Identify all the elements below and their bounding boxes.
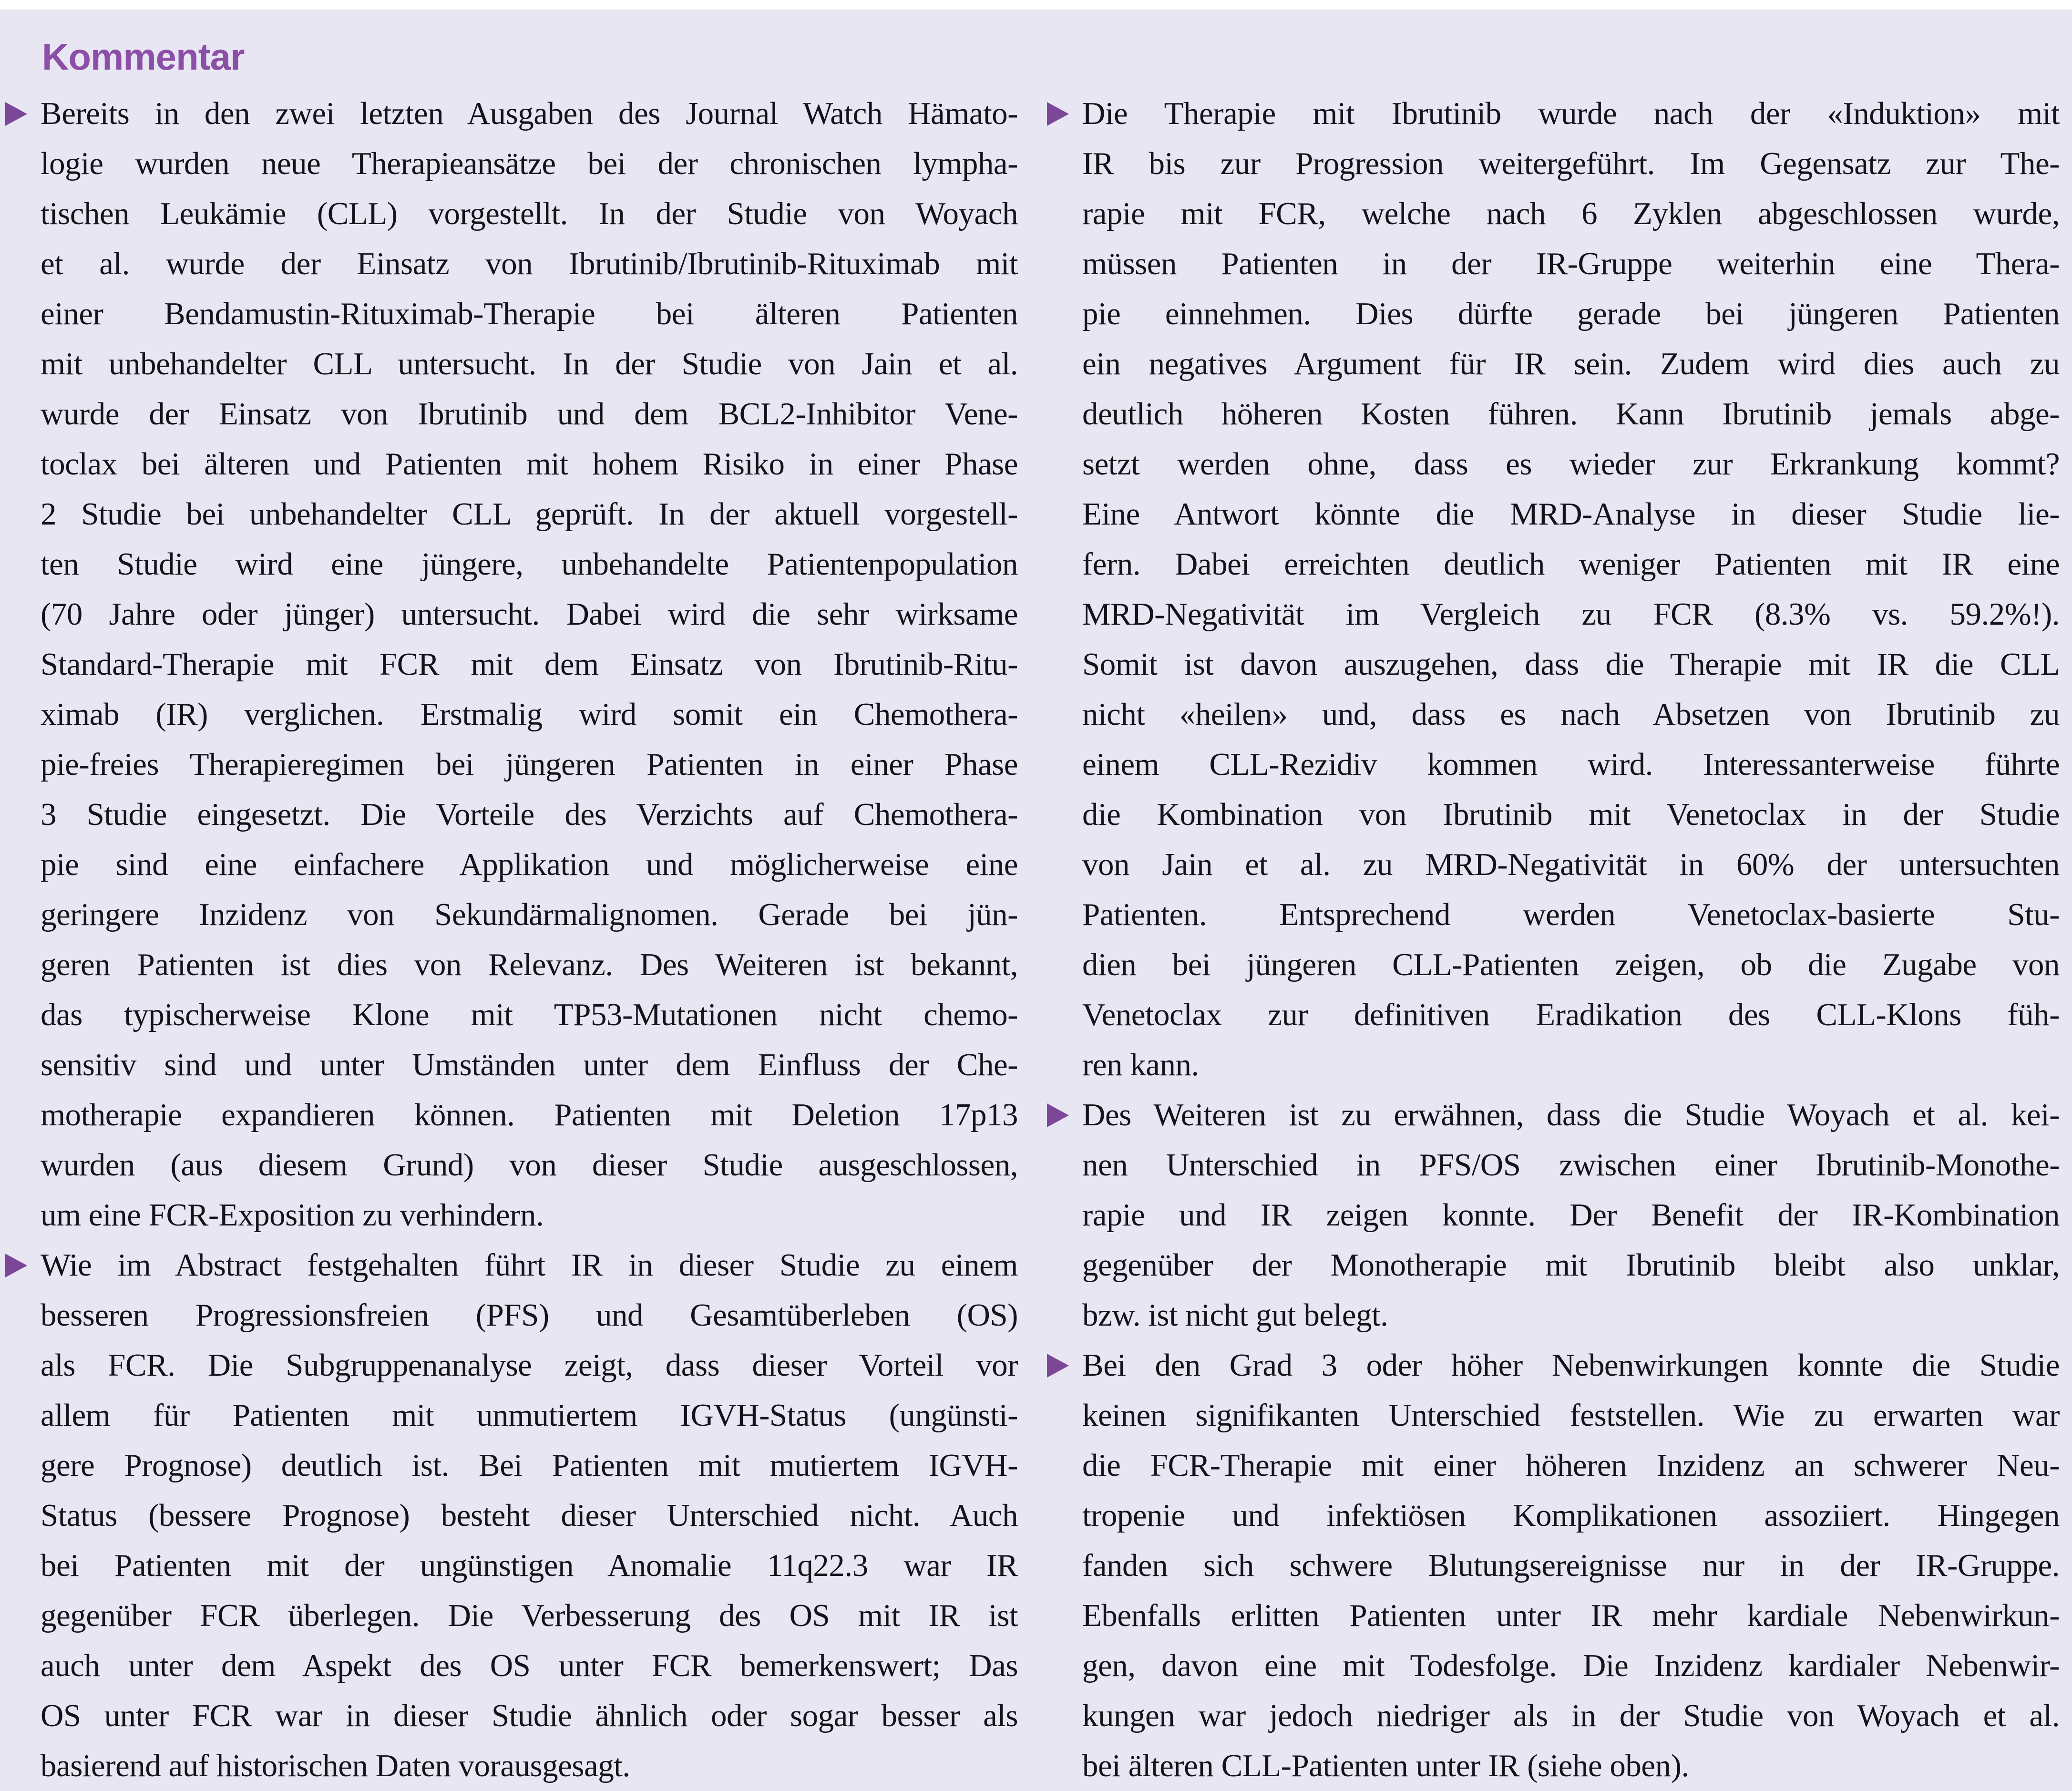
text-line: wurden (aus diesem Grund) von dieser Studie ausgeschlossen, [41, 1147, 1018, 1183]
text-line: fanden sich schwere Blutungsereignisse nur in der IR-Gruppe. [1082, 1548, 2060, 1583]
text-line: (70 Jahre oder jünger) untersucht. Dabei wird die sehr wirksame [41, 597, 1018, 632]
text-line: von Jain et al. zu MRD-Negativität in 60% der untersuchten [1082, 847, 2060, 882]
text-line: Bereits in den zwei letzten Ausgaben des Journal Watch Hämato- [41, 96, 1018, 131]
bullet-arrow-icon [1047, 1354, 1069, 1378]
text-column-left [41, 89, 1018, 1791]
text-line: motherapie expandieren können. Patienten mit Deletion 17p13 [41, 1097, 1018, 1132]
text-line: IR bis zur Progression weitergeführt. Im Gegensatz zur The- [1082, 146, 2060, 181]
text-line: gen, davon eine mit Todesfolge. Die Inzidenz kardialer Nebenwir- [1082, 1648, 2060, 1683]
text-line: Standard-Therapie mit FCR mit dem Einsatz von Ibrutinib-Ritu- [41, 647, 1018, 682]
bullet-paragraph [41, 1240, 1018, 1791]
text-line: nen Unterschied in PFS/OS zwischen einer Ibrutinib-Monothe- [1082, 1147, 2060, 1183]
text-line: bei älteren CLL-Patienten unter IR (siehe oben). [1082, 1748, 1689, 1783]
text-line: einer Bendamustin-Rituximab-Therapie bei älteren Patienten [41, 296, 1018, 331]
text-line: Wie im Abstract festgehalten führt IR in dieser Studie zu einem [41, 1247, 1018, 1283]
text-line: Status (bessere Prognose) besteht dieser Unterschied nicht. Auch [41, 1498, 1018, 1533]
bullet-paragraph [1082, 1340, 2060, 1791]
text-line: Patienten. Entsprechend werden Venetoclax-basierte Stu- [1082, 897, 2060, 932]
text-line: auch unter dem Aspekt des OS unter FCR bemerkenswert; Das [41, 1648, 1018, 1683]
text-line: ximab (IR) verglichen. Erstmalig wird somit ein Chemothera- [41, 697, 1018, 732]
text-line: das typischerweise Klone mit TP53-Mutationen nicht chemo- [41, 997, 1018, 1032]
text-line: et al. wurde der Einsatz von Ibrutinib/Ibrutinib-Rituximab mit [41, 246, 1018, 281]
text-line: Eine Antwort könnte die MRD-Analyse in dieser Studie lie- [1082, 496, 2060, 532]
text-line: sensitiv sind und unter Umständen unter dem Einfluss der Che- [41, 1047, 1018, 1082]
text-line: setzt werden ohne, dass es wieder zur Erkrankung kommt? [1082, 446, 2060, 482]
text-line: geren Patienten ist dies von Relevanz. Des Weiteren ist bekannt, [41, 947, 1018, 982]
text-line: 2 Studie bei unbehandelter CLL geprüft. In der aktuell vorgestell- [41, 496, 1018, 532]
text-line: Somit ist davon auszugehen, dass die Therapie mit IR die CLL [1082, 647, 2060, 682]
text-line: logie wurden neue Therapieansätze bei der chronischen lympha- [41, 146, 1018, 181]
text-line: dien bei jüngeren CLL-Patienten zeigen, ob die Zugabe von [1082, 947, 2060, 982]
text-line: mit unbehandelter CLL untersucht. In der Studie von Jain et al. [41, 346, 1018, 381]
text-line: deutlich höheren Kosten führen. Kann Ibrutinib jemals abge- [1082, 396, 2060, 432]
text-line: pie sind eine einfachere Applikation und möglicherweise eine [41, 847, 1018, 882]
bullet-paragraph [1082, 1090, 2060, 1340]
text-line: Die Therapie mit Ibrutinib wurde nach der «Induktion» mit [1082, 96, 2060, 131]
text-line: geringere Inzidenz von Sekundärmalignomen. Gerade bei jün- [41, 897, 1018, 932]
bullet-paragraph [41, 89, 1018, 1240]
text-line: rapie und IR zeigen konnte. Der Benefit der IR-Kombination [1082, 1197, 2060, 1233]
text-line: 3 Studie eingesetzt. Die Vorteile des Verzichts auf Chemothera- [41, 797, 1018, 832]
text-line: ten Studie wird eine jüngere, unbehandelte Patientenpopulation [41, 546, 1018, 582]
bullet-arrow-icon [5, 1254, 27, 1277]
text-line: allem für Patienten mit unmutiertem IGVH-Status (ungünsti- [41, 1398, 1018, 1433]
text-line: einem CLL-Rezidiv kommen wird. Interessanterweise führte [1082, 747, 2060, 782]
text-line: kungen war jedoch niedriger als in der Studie von Woyach et al. [1082, 1698, 2060, 1733]
text-line: pie-freies Therapieregimen bei jüngeren Patienten in einer Phase [41, 747, 1018, 782]
text-line: Ebenfalls erlitten Patienten unter IR mehr kardiale Nebenwirkun- [1082, 1598, 2060, 1633]
text-line: Venetoclax zur definitiven Eradikation des CLL-Klons füh- [1082, 997, 2060, 1032]
text-line: gegenüber FCR überlegen. Die Verbesserung des OS mit IR ist [41, 1598, 1018, 1633]
text-line: als FCR. Die Subgruppenanalyse zeigt, dass dieser Vorteil vor [41, 1348, 1018, 1383]
text-line: rapie mit FCR, welche nach 6 Zyklen abgeschlossen wurde, [1082, 196, 2060, 231]
text-line: toclax bei älteren und Patienten mit hohem Risiko in einer Phase [41, 446, 1018, 482]
text-line: Des Weiteren ist zu erwähnen, dass die Studie Woyach et al. kei- [1082, 1097, 2060, 1132]
text-line: OS unter FCR war in dieser Studie ähnlich oder sogar besser als [41, 1698, 1018, 1733]
text-line: MRD-Negativität im Vergleich zu FCR (8.3% vs. 59.2%!). [1082, 597, 2060, 632]
text-line: bzw. ist nicht gut belegt. [1082, 1297, 1388, 1333]
text-line: pie einnehmen. Dies dürfte gerade bei jüngeren Patienten [1082, 296, 2060, 331]
text-line: wurde der Einsatz von Ibrutinib und dem BCL2-Inhibitor Vene- [41, 396, 1018, 432]
text-line: müssen Patienten in der IR-Gruppe weiterhin eine Thera- [1082, 246, 2060, 281]
text-column-right [1082, 89, 2060, 1791]
text-line: besseren Progressionsfreien (PFS) und Gesamtüberleben (OS) [41, 1297, 1018, 1333]
text-line: Bei den Grad 3 oder höher Nebenwirkungen konnte die Studie [1082, 1348, 2060, 1383]
text-line: bei Patienten mit der ungünstigen Anomalie 11q22.3 war IR [41, 1548, 1018, 1583]
text-line: die FCR-Therapie mit einer höheren Inzidenz an schwerer Neu- [1082, 1448, 2060, 1483]
text-line: ren kann. [1082, 1047, 1199, 1082]
text-line: gegenüber der Monotherapie mit Ibrutinib bleibt also unklar, [1082, 1247, 2060, 1283]
text-line: tischen Leukämie (CLL) vorgestellt. In der Studie von Woyach [41, 196, 1018, 231]
text-line: ein negatives Argument für IR sein. Zudem wird dies auch zu [1082, 346, 2060, 381]
text-line: keinen signifikanten Unterschied feststellen. Wie zu erwarten war [1082, 1398, 2060, 1433]
text-line: die Kombination von Ibrutinib mit Venetoclax in der Studie [1082, 797, 2060, 832]
bullet-arrow-icon [5, 102, 27, 126]
bullet-arrow-icon [1047, 102, 1069, 126]
kommentar-panel [0, 10, 2072, 1791]
text-line: nicht «heilen» und, dass es nach Absetzen von Ibrutinib zu [1082, 697, 2060, 732]
section-title: Kommentar [42, 36, 245, 78]
text-line: um eine FCR-Exposition zu verhindern. [41, 1197, 544, 1233]
text-line: gere Prognose) deutlich ist. Bei Patienten mit mutiertem IGVH- [41, 1448, 1018, 1483]
text-line: basierend auf historischen Daten vorausgesagt. [41, 1748, 630, 1783]
bullet-paragraph [1082, 89, 2060, 1090]
text-line: fern. Dabei erreichten deutlich weniger Patienten mit IR eine [1082, 546, 2060, 582]
text-line: tropenie und infektiösen Komplikationen assoziiert. Hingegen [1082, 1498, 2060, 1533]
bullet-arrow-icon [1047, 1103, 1069, 1127]
